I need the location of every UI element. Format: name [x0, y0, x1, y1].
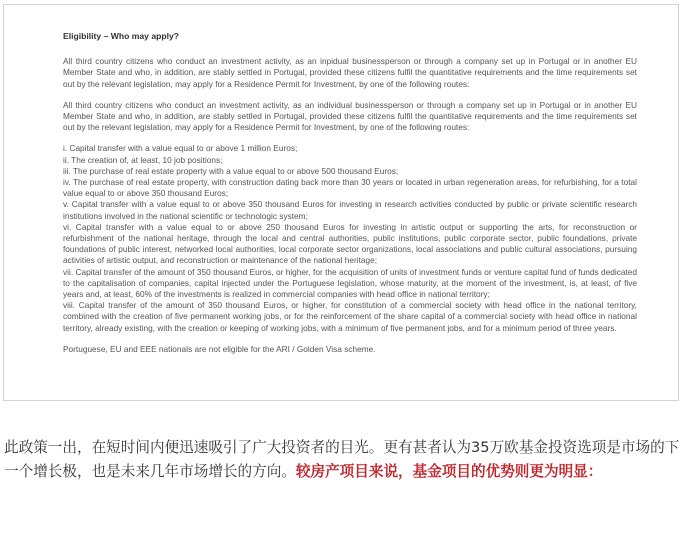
eligibility-footnote: Portuguese, EU and EEE nationals are not eligible for the ARI / Golden Visa scheme.	[63, 343, 376, 354]
route-item-6: vi. Capital transfer with a value equal to or above 250 thousand Euros for investing in artistic output or supporting the arts, for reconstruction or refurbishment of the national heritage, through the local and central authorities, public institutions, public corporate sector, public foundations, private foundations of public interest, networked local authorities, local corporate sector organizations, local associations and public cultural associations, pursuing activities of artistic output, and reconstruction or maintenance of the national heritage;	[63, 221, 637, 266]
route-item-2: ii. The creation of, at least, 10 job positions;	[63, 154, 223, 165]
route-item-7: vii. Capital transfer of the amount of 350 thousand Euros, or higher, for the acquisition of units of investment funds or venture capital fund of funds dedicated to the capitalisation of companies, capital injected under the Portuguese legislation, whose maturity, at the moment of the investment, is, at least, of five years and, at least, 60% of the investments is realized in commercial companies with head office in national territory;	[63, 266, 637, 300]
document-body	[63, 31, 637, 365]
route-item-4: iv. The purchase of real estate property, with construction dating back more than 30 years or located in urban regeneration areas, for refurbishing, for a total value equal to or above 350 thousand Euros;	[63, 177, 637, 199]
intro-paragraph-2: All third country citizens who conduct an investment activity, as an individual businessperson or through a company set up in Portugal or in another EU Member State and who, in addition, are stably settled in Portugal, provided these citizens fulfil the quantitative requirements and the time requirements set out by the relevant legislation, may apply for a Residence Permit for Investment, by one of the following routes:	[63, 99, 637, 133]
intro-paragraph-1: All third country citizens who conduct an investment activity, as an inpidual businessperson or through a company set up in Portugal or in another EU Member State and who, in addition, are stably settled in Portugal, provided these citizens fulfil the quantitative requirements and the time requirements set out by the relevant legislation, may apply for a Residence Permit for Investment, by one of the following routes:	[63, 56, 637, 89]
article-highlight-text: 较房产项目来说，基金项目的优势则更为明显：	[295, 463, 603, 480]
document-image-frame	[3, 4, 679, 401]
route-item-8: viii. Capital transfer of the amount of 350 thousand Euros, or higher, for constitution of a commercial society with head office in the national territory, combined with the creation of five permanent working jobs, or for the reinforcement of the share capital of a commercial society with head office in national territory, already existing, with the creation or keeping of working jobs, with a minimum of five permanent jobs, and for a minimum period of three years.	[63, 300, 637, 333]
eligibility-heading: Eligibility – Who may apply?	[63, 31, 180, 41]
route-item-1: i. Capital transfer with a value equal to or above 1 million Euros;	[63, 143, 298, 154]
route-item-5: v. Capital transfer with a value equal to or above 350 thousand Euros for investing in research activities conducted by public or private scientific research institutions involved in the national scientific or technologic system;	[63, 199, 637, 221]
investment-routes-list	[63, 143, 637, 333]
route-item-3: iii. The purchase of real estate property with a value equal to or above 500 thousand Euros;	[63, 165, 399, 176]
article-text: 此政策一出，在短时间内便迅速吸引了广大投资者的目光。更有甚者认为35万欧基金投资选项是市场的下一个增长极，也是未来几年市场增长的方向。	[4, 439, 680, 480]
article-paragraph	[4, 436, 680, 484]
